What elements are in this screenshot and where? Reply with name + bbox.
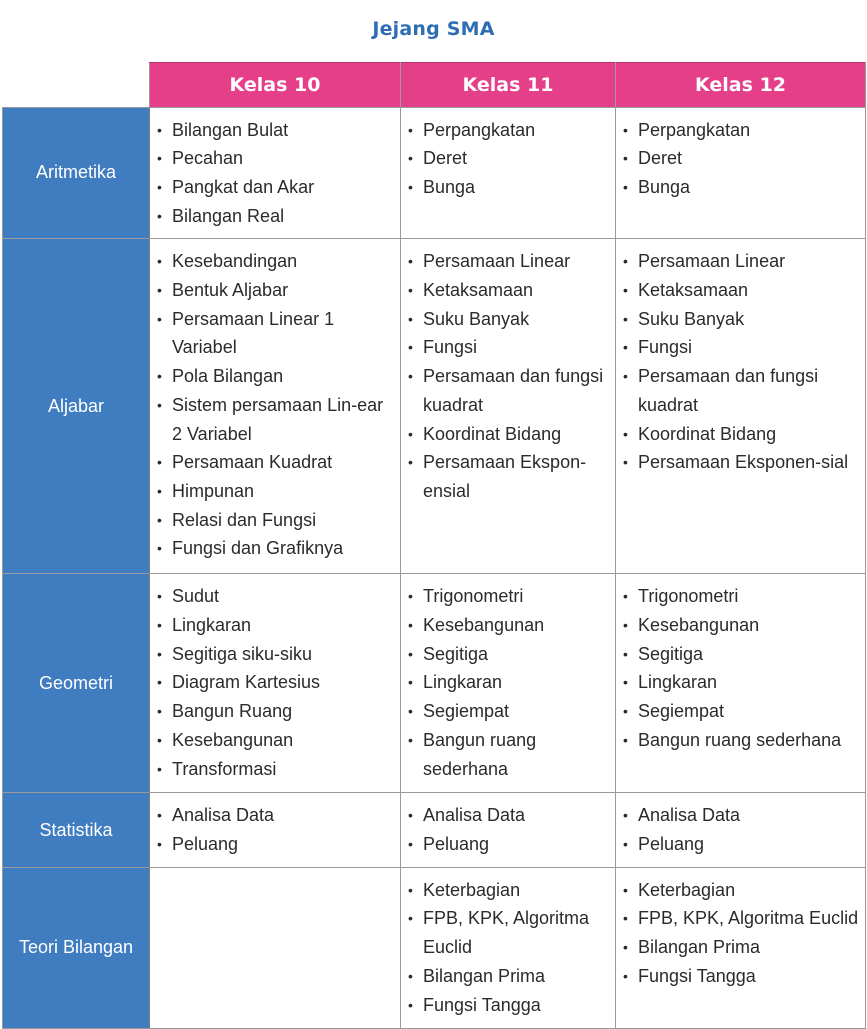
subject-label: Statistika bbox=[3, 793, 150, 867]
list-item: • Ketaksamaan bbox=[622, 276, 861, 305]
topic-list bbox=[622, 116, 861, 202]
topic-list bbox=[156, 582, 396, 783]
subject-label: Aritmetika bbox=[3, 107, 150, 239]
topics-cell-kelas-12 bbox=[616, 107, 866, 239]
list-item: • Bangun ruang sederhana bbox=[622, 726, 861, 755]
list-item: • Perpangkatan bbox=[407, 116, 611, 145]
list-item: • Fungsi dan Grafiknya bbox=[156, 534, 396, 563]
list-item: • Persamaan dan fungsi kuadrat bbox=[407, 362, 611, 419]
list-item: • Fungsi Tangga bbox=[622, 962, 861, 991]
page-title: Jejang SMA bbox=[372, 18, 495, 40]
list-item: • Bilangan Real bbox=[156, 202, 396, 231]
list-item: • Fungsi bbox=[622, 333, 861, 362]
list-item: • Lingkaran bbox=[622, 668, 861, 697]
topic-list bbox=[622, 876, 861, 991]
list-item: • Bilangan Bulat bbox=[156, 116, 396, 145]
corner-cell bbox=[3, 63, 150, 108]
list-item: • Keterbagian bbox=[407, 876, 611, 905]
list-item: • Deret bbox=[407, 144, 611, 173]
list-item: • Fungsi Tangga bbox=[407, 991, 611, 1020]
list-item: • Transformasi bbox=[156, 755, 396, 784]
list-item: • Persamaan Linear bbox=[622, 247, 861, 276]
topic-list bbox=[156, 247, 396, 563]
subject-label: Teori Bilangan bbox=[3, 867, 150, 1028]
topic-list bbox=[407, 876, 611, 1020]
list-item: • Kesebangunan bbox=[156, 726, 396, 755]
list-item: • Suku Banyak bbox=[407, 305, 611, 334]
list-item: • Pecahan bbox=[156, 144, 396, 173]
list-item: • Fungsi bbox=[407, 333, 611, 362]
curriculum-table bbox=[2, 62, 866, 1029]
list-item: • Analisa Data bbox=[622, 801, 861, 830]
list-item: • Relasi dan Fungsi bbox=[156, 506, 396, 535]
topics-cell-kelas-10 bbox=[150, 239, 401, 574]
list-item: • Segitiga bbox=[407, 640, 611, 669]
topics-cell-kelas-11 bbox=[401, 574, 616, 793]
list-item: • Persamaan Kuadrat bbox=[156, 448, 396, 477]
list-item: • Peluang bbox=[622, 830, 861, 859]
list-item: • Kesebandingan bbox=[156, 247, 396, 276]
list-item: • Trigonometri bbox=[622, 582, 861, 611]
list-item: • Bilangan Prima bbox=[407, 962, 611, 991]
list-item: • Perpangkatan bbox=[622, 116, 861, 145]
topics-cell-kelas-10 bbox=[150, 867, 401, 1028]
list-item: • Trigonometri bbox=[407, 582, 611, 611]
list-item: • Deret bbox=[622, 144, 861, 173]
list-item: • Bilangan Prima bbox=[622, 933, 861, 962]
list-item: • Analisa Data bbox=[407, 801, 611, 830]
subject-label: Geometri bbox=[3, 574, 150, 793]
list-item: • Bangun ruang sederhana bbox=[407, 726, 611, 783]
topic-list bbox=[622, 801, 861, 858]
topic-list bbox=[407, 582, 611, 783]
table-row-geometri bbox=[3, 574, 866, 793]
list-item: • Koordinat Bidang bbox=[622, 420, 861, 449]
list-item: • Bunga bbox=[407, 173, 611, 202]
list-item: • Keterbagian bbox=[622, 876, 861, 905]
table-row-aritmetika bbox=[3, 107, 866, 239]
list-item: • Segiempat bbox=[622, 697, 861, 726]
list-item: • Kesebangunan bbox=[622, 611, 861, 640]
topics-cell-kelas-11 bbox=[401, 867, 616, 1028]
list-item: • Peluang bbox=[156, 830, 396, 859]
topic-list bbox=[622, 247, 861, 477]
list-item: • Segiempat bbox=[407, 697, 611, 726]
column-header-kelas-11: Kelas 11 bbox=[401, 63, 616, 108]
list-item: • Sistem persamaan Lin-ear 2 Variabel bbox=[156, 391, 396, 448]
topics-cell-kelas-11 bbox=[401, 107, 616, 239]
subject-label: Aljabar bbox=[3, 239, 150, 574]
list-item: • Bangun Ruang bbox=[156, 697, 396, 726]
list-item: • Lingkaran bbox=[156, 611, 396, 640]
list-item: • Bunga bbox=[622, 173, 861, 202]
list-item: • Bentuk Aljabar bbox=[156, 276, 396, 305]
topics-cell-kelas-12 bbox=[616, 793, 866, 867]
list-item: • Koordinat Bidang bbox=[407, 420, 611, 449]
list-item: • Sudut bbox=[156, 582, 396, 611]
topics-cell-kelas-11 bbox=[401, 793, 616, 867]
column-header-kelas-12: Kelas 12 bbox=[616, 63, 866, 108]
topics-cell-kelas-11 bbox=[401, 239, 616, 574]
list-item: • FPB, KPK, Algoritma Euclid bbox=[407, 904, 611, 961]
topic-list bbox=[622, 582, 861, 754]
list-item: • Peluang bbox=[407, 830, 611, 859]
list-item: • Ketaksamaan bbox=[407, 276, 611, 305]
header-row bbox=[3, 63, 866, 108]
list-item: • Pangkat dan Akar bbox=[156, 173, 396, 202]
topics-cell-kelas-10 bbox=[150, 107, 401, 239]
list-item: • Diagram Kartesius bbox=[156, 668, 396, 697]
topic-list bbox=[407, 801, 611, 858]
topics-cell-kelas-12 bbox=[616, 867, 866, 1028]
table-row-teori-bilangan bbox=[3, 867, 866, 1028]
list-item: • Persamaan Ekspon-ensial bbox=[407, 448, 611, 505]
table-row-statistika bbox=[3, 793, 866, 867]
list-item: • Himpunan bbox=[156, 477, 396, 506]
table-row-aljabar bbox=[3, 239, 866, 574]
topics-cell-kelas-10 bbox=[150, 793, 401, 867]
topic-list bbox=[156, 116, 396, 231]
topic-list bbox=[156, 801, 396, 858]
list-item: • Pola Bilangan bbox=[156, 362, 396, 391]
list-item: • Persamaan Linear bbox=[407, 247, 611, 276]
list-item: • Persamaan Eksponen-sial bbox=[622, 448, 861, 477]
topic-list bbox=[407, 247, 611, 505]
list-item: • Kesebangunan bbox=[407, 611, 611, 640]
list-item: • Analisa Data bbox=[156, 801, 396, 830]
column-header-kelas-10: Kelas 10 bbox=[150, 63, 401, 108]
list-item: • FPB, KPK, Algoritma Euclid bbox=[622, 904, 861, 933]
topics-cell-kelas-10 bbox=[150, 574, 401, 793]
list-item: • Suku Banyak bbox=[622, 305, 861, 334]
list-item: • Segitiga siku-siku bbox=[156, 640, 396, 669]
list-item: • Persamaan dan fungsi kuadrat bbox=[622, 362, 861, 419]
list-item: • Segitiga bbox=[622, 640, 861, 669]
list-item: • Persamaan Linear 1 Variabel bbox=[156, 305, 396, 362]
topic-list bbox=[407, 116, 611, 202]
topics-cell-kelas-12 bbox=[616, 239, 866, 574]
topics-cell-kelas-12 bbox=[616, 574, 866, 793]
list-item: • Lingkaran bbox=[407, 668, 611, 697]
